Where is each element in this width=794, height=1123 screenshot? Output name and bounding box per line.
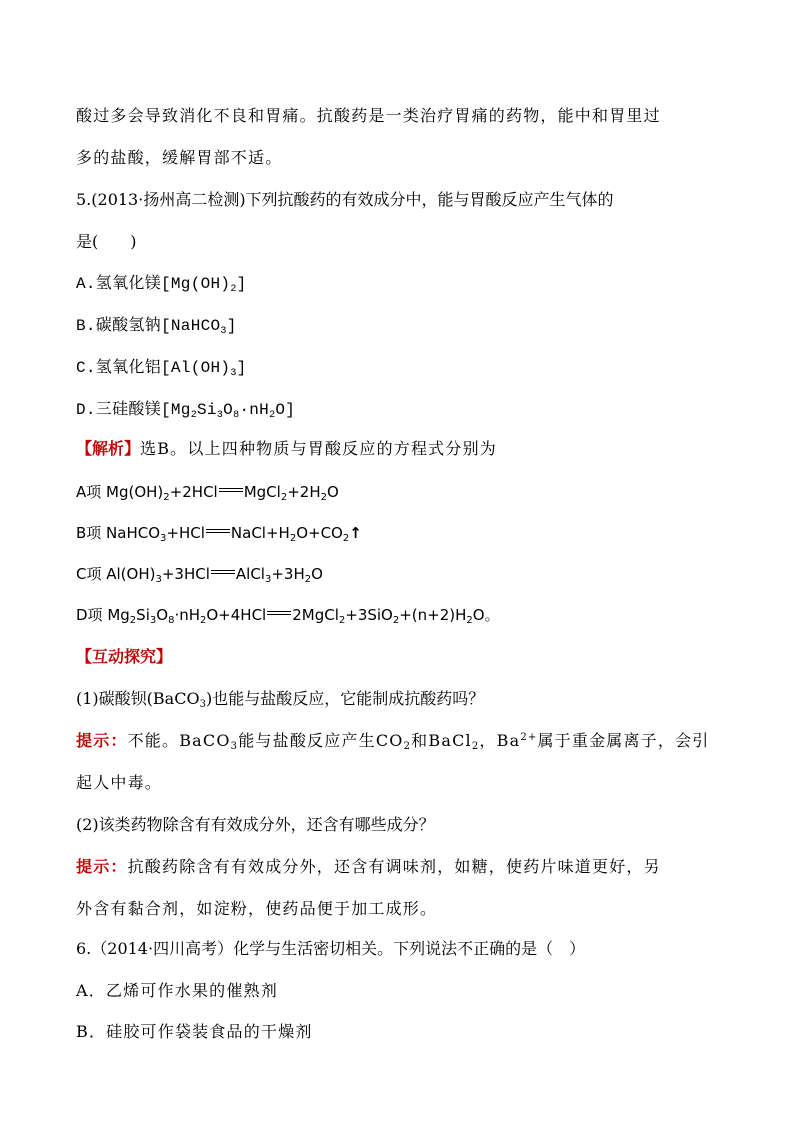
- hint-label: 提示：: [76, 731, 128, 750]
- equation-d: D项 $Mg_2Si_3O_8\cdot nH_2O+4HCl$ $2MgCl_2+3SiO_2+(n+2)H_2O$。: [76, 606, 500, 626]
- q5-option-c: C.氢氧化铝$[Al(OH)_3]$: [76, 359, 247, 379]
- explore-heading: 【互动探究】: [76, 647, 173, 666]
- analysis-label: 【解析】: [76, 439, 141, 458]
- equals-sign: [211, 567, 235, 577]
- up-arrow-icon: ↑: [349, 524, 362, 542]
- hint-2-line-2: 外含有黏合剂，如淀粉，使药品便于加工成形。: [76, 899, 438, 918]
- hint-label: 提示：: [76, 857, 128, 876]
- intro-line-1: 酸过多会导致消化不良和胃痛。抗酸药是一类治疗胃痛的药物，能中和胃里过: [76, 106, 661, 125]
- q6-stem: 6.（2014·四川高考）化学与生活密切相关。下列说法不正确的是（ ）: [76, 939, 586, 958]
- equals-sign: [219, 485, 243, 495]
- q6-option-b: B．硅胶可作袋装食品的干燥剂: [76, 1022, 313, 1041]
- q5-option-a: A.氢氧化镁$[Mg(OH)_2]$: [76, 275, 247, 295]
- q5-option-d: D.三硅酸镁$[Mg_2Si_3O_8\cdot nH_2O]$: [76, 401, 296, 421]
- equation-b: B项 NaHCO$_3$+HCl $NaCl+H_2O+CO_2↑$: [76, 524, 362, 544]
- hint-1-line-1: 提示：不能。BaCO$_3$能与盐酸反应产生$CO_2$和BaCl$_2$，$Ba^{2+}$属于重金属离子，会引: [76, 731, 710, 752]
- explore-question-2: (2)该类药物除含有有效成分外，还含有哪些成分？: [76, 815, 435, 834]
- q5-stem-line-1: 5.(2013·扬州高二检测)下列抗酸药的有效成分中，能与胃酸反应产生气体的: [76, 190, 614, 209]
- equation-a: A项 $Mg(OH)_2+2HCl$ $MgCl_2+2H_2O$: [76, 483, 339, 503]
- equals-sign: [206, 526, 230, 536]
- intro-line-2: 多的盐酸，缓解胃部不适。: [76, 148, 283, 167]
- equation-c: C项 $Al(OH)_3+3HCl$ $AlCl_3+3H_2O$: [76, 565, 323, 585]
- equals-sign: [267, 608, 291, 618]
- q5-stem-line-2: 是( ): [76, 232, 137, 251]
- hint-1-line-2: 起人中毒。: [76, 773, 163, 792]
- analysis-text: 选B。以上四种物质与胃酸反应的方程式分别为: [140, 439, 497, 458]
- q6-option-a: A．乙烯可作水果的催熟剂: [76, 981, 278, 1000]
- q5-option-b: B.碳酸氢钠[NaHCO$_3$]: [76, 317, 237, 337]
- analysis-line: [76, 438, 497, 460]
- hint-2-line-1: 提示：抗酸药除含有有效成分外，还含有调味剂，如糖，使药片味道更好，另: [76, 857, 661, 876]
- explore-question-1: (1)碳酸钡(BaCO$_3$)也能与盐酸反应，它能制成抗酸药吗？: [76, 689, 485, 710]
